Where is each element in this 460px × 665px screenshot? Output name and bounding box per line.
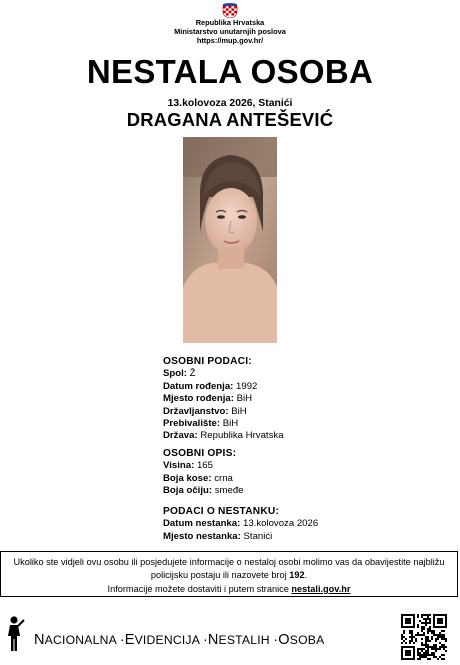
row-value: BiH: [231, 405, 247, 417]
row-value: crna: [214, 472, 233, 484]
nestali-link[interactable]: nestali.gov.hr: [291, 583, 351, 594]
brand-separator-dot: ·: [202, 631, 208, 647]
row-value: Republika Hrvatska: [200, 430, 284, 442]
brand-initial: O: [278, 632, 290, 648]
brand-separator-dot: ·: [119, 631, 125, 647]
row-label: Boja kose:: [163, 472, 212, 484]
row-value: 165: [196, 460, 213, 472]
disappearance-heading: PODACI O NESTANKU:: [163, 506, 280, 517]
description-heading: OSOBNI OPIS:: [163, 448, 237, 459]
page-title: NESTALA OSOBA: [86, 53, 374, 90]
brand-initial: N: [34, 632, 45, 648]
brand-word: ESTALIH: [218, 633, 270, 647]
person-photo: [183, 137, 277, 343]
qr-code-icon[interactable]: [401, 614, 447, 660]
footer-brand: [34, 631, 324, 648]
row-label: Država:: [163, 430, 198, 442]
row-value: 1992: [236, 380, 258, 392]
event-date-place: 13.kolovoza 2026, Stanići: [167, 98, 293, 109]
country-name: Republika Hrvatska: [195, 18, 265, 27]
personal-data-section: [163, 356, 284, 443]
row-value: BiH: [222, 418, 239, 430]
notice-line-3-text: Informacije možete dostaviti i putem stranice: [107, 583, 289, 594]
disappearance-date-row: [163, 518, 318, 530]
brand-word: ACIONALNA: [44, 633, 117, 647]
person-name: DRAGANA ANTEŠEVIĆ: [126, 109, 334, 130]
birth-place-row: [163, 393, 284, 405]
residence-row: [163, 418, 284, 430]
coat-of-arms-icon: [220, 3, 240, 18]
citizenship-row: [163, 406, 284, 418]
description-section: [163, 448, 244, 498]
country-row: [163, 430, 284, 442]
row-value: Stanići: [243, 530, 273, 542]
row-label: Datum nestanka:: [163, 518, 241, 530]
row-label: Državljanstvo:: [163, 405, 229, 417]
sex-row: [163, 368, 284, 380]
row-label: Mjesto rođenja:: [163, 393, 234, 405]
missing-person-silhouette-icon: [4, 616, 26, 652]
disappearance-place-row: [163, 531, 318, 543]
brand-initial: N: [207, 632, 219, 648]
row-label: Spol:: [163, 368, 187, 380]
notice-line-2: [1, 569, 457, 582]
disappearance-section: [163, 506, 318, 543]
row-label: Datum rođenja:: [163, 380, 234, 392]
contact-notice: [0, 551, 458, 597]
brand-word: VIDENCIJA: [134, 633, 200, 647]
row-label: Boja očiju:: [163, 485, 213, 497]
brand-separator-dot: ·: [273, 631, 279, 647]
ministry-name: Ministarstvo unutarnjih poslova: [174, 27, 286, 36]
notice-line-1: Ukoliko ste vidjeli ovu osobu ili posjedujete informacije o nestaloj osobi molimo vas da obavijestite najbližu: [13, 557, 445, 567]
row-label: Mjesto nestanka:: [163, 530, 241, 542]
header-block: [0, 18, 460, 45]
police-phone-number[interactable]: 192: [289, 570, 305, 581]
notice-period: .: [304, 570, 308, 581]
row-label: Visina:: [163, 460, 195, 472]
notice-line-2-text: policijsku postaju ili nazovete broj: [150, 570, 287, 581]
ministry-website[interactable]: https://mup.gov.hr/: [196, 36, 264, 45]
brand-initial: E: [124, 632, 135, 648]
personal-data-heading: OSOBNI PODACI:: [163, 356, 252, 367]
eye-color-row: [163, 485, 244, 497]
birth-date-row: [163, 381, 284, 393]
row-value: Ž: [189, 368, 196, 380]
height-row: [163, 460, 244, 472]
hair-color-row: [163, 473, 244, 485]
row-value: BiH: [236, 393, 253, 405]
row-value: smeđe: [214, 485, 244, 497]
notice-line-3: [1, 583, 457, 596]
brand-word: SOBA: [289, 633, 325, 647]
row-value: 13.kolovoza 2026: [242, 518, 319, 530]
row-label: Prebivalište:: [163, 418, 221, 430]
